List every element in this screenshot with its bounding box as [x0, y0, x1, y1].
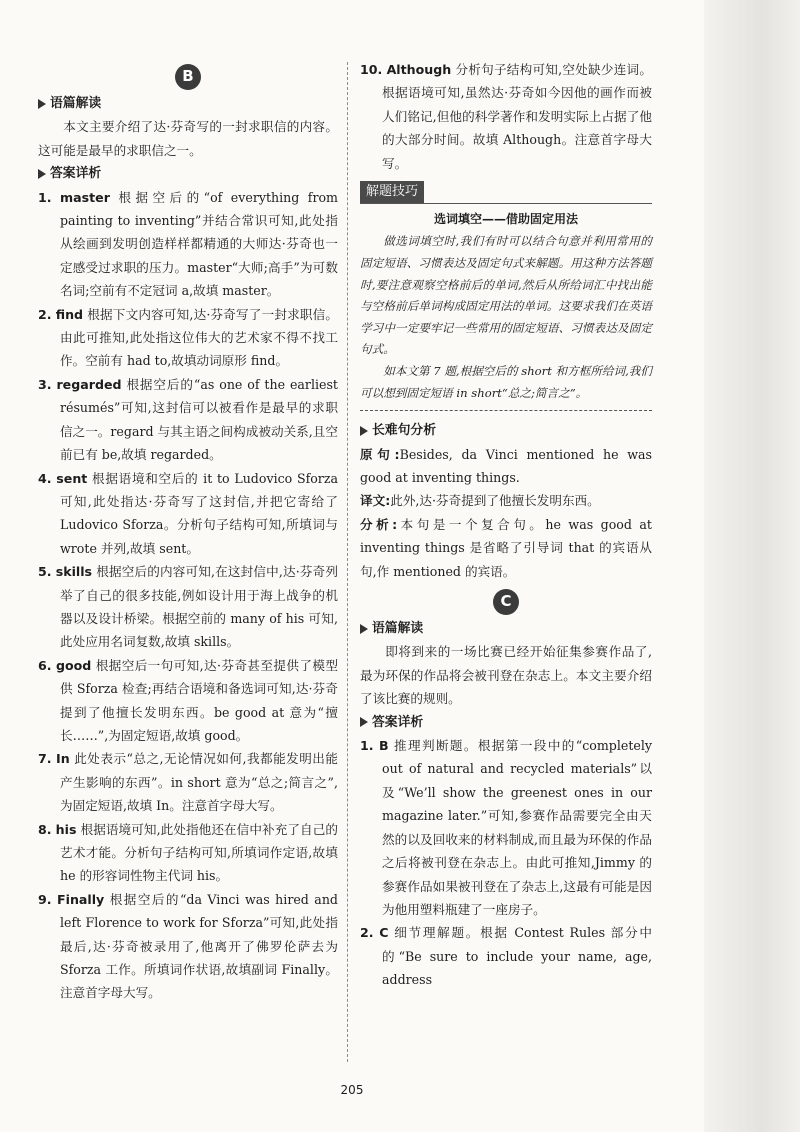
item-number: 4.	[38, 470, 52, 486]
item-explanation: 根据空后一句可知,达·芬奇甚至提供了模型供 Sforza 检查;再结合语境和备选词可知,达·芬奇提到了他擅长发明东西。be good at 意为“擅长……”,为固定短语,故填 good。	[60, 657, 338, 743]
answer-item-8	[38, 818, 338, 888]
item-answer: Although	[386, 62, 452, 77]
item-explanation: 根据语境和空后的 it to Ludovico Sforza 可知,此处指达·芬奇写了这封信,并把它寄给了 Ludovico Sforza。分析句子结构可知,所填词与 wrote 并列,故填 sent。	[60, 470, 338, 556]
c-answer-item-2	[360, 921, 652, 991]
triangle-icon	[360, 717, 368, 727]
item-number: 3.	[38, 376, 52, 392]
answer-item-9	[38, 888, 338, 1005]
item-number: 10.	[360, 62, 383, 77]
section-c-passage-heading	[360, 617, 652, 640]
triangle-icon	[360, 624, 368, 634]
item-number: 2.	[38, 306, 52, 322]
item-answer: regarded	[56, 376, 122, 392]
item-answer: Finally	[57, 891, 105, 907]
tip-title: 选词填空——借助固定用法	[433, 212, 578, 227]
tip-header-bar	[360, 181, 652, 204]
item-answer: C	[379, 925, 389, 941]
tip-body-2: 如本文第 7 题,根据空后的 short 和方框所给词,我们可以想到固定短语 in short“总之;简言之”。	[360, 364, 652, 400]
item-answer: sent	[56, 470, 88, 486]
section-b-passage-text: 本文主要介绍了达·芬奇写的一封求职信的内容。这可能是最早的求职信之一。	[38, 119, 338, 158]
item-number: 5.	[38, 564, 52, 580]
item-explanation: 分析句子结构可知,空处缺少连词。根据语境可知,虽然达·芬奇如今因他的画作而被人们铭记,但他的科学著作和发明实际上占据了他的大部分时间。故填 Although。注意首字母大写。	[382, 62, 652, 171]
section-b-passage-heading	[38, 92, 338, 115]
item-answer: his	[55, 821, 77, 837]
answer-item-10	[360, 58, 652, 175]
item-answer: find	[55, 306, 84, 322]
item-number: 1.	[360, 738, 374, 754]
right-column	[360, 58, 652, 992]
item-explanation: 此处表示“总之,无论情况如何,我都能发明出能产生影响的东西”。in short 意为“总之;简言之”,为固定短语,故填 In。注意首字母大写。	[60, 751, 338, 814]
page-number: 205	[340, 1083, 364, 1097]
tip-end-rule	[360, 410, 652, 411]
section-b-answers-heading	[38, 162, 338, 185]
original-text: Besides, da Vinci mentioned he was good at inventing things.	[360, 446, 652, 485]
heading-text: 语篇解读	[50, 96, 102, 111]
item-answer: skills	[55, 564, 93, 580]
column-divider	[347, 62, 348, 1062]
item-explanation: 根据空后的“da Vinci was hired and left Florence to work for Sforza”可知,此处指最后,达·芬奇被录用了,他离开了佛罗伦萨去为 Sforza 工作。所填词作状语,故填副词 Finally。注意首字母大写。	[60, 891, 338, 1001]
item-answer: good	[55, 657, 92, 673]
answer-item-4	[38, 467, 338, 561]
heading-text: 长难句分析	[372, 423, 436, 439]
answer-item-6	[38, 654, 338, 748]
section-c-passage-text: 即将到来的一场比赛已经开始征集参赛作品了,最为环保的作品将会被刊登在杂志上。本文主要介绍了该比赛的规则。	[360, 644, 652, 707]
analysis-text: 本句是一个复合句。he was good at inventing things 是省略了引导词 that 的宾语从句,作 mentioned 的宾语。	[360, 516, 652, 579]
original-sentence	[360, 443, 652, 490]
item-number: 2.	[360, 925, 374, 941]
tip-label: 解题技巧	[360, 181, 424, 203]
heading-text: 答案详析	[50, 166, 102, 182]
tip-body-1: 做选词填空时,我们有时可以结合句意并利用常用的固定短语、习惯表达及固定句式来解题。用这种方法答题时,要注意观察空格前后的单词,然后从所给词汇中找出能与空格前后单词构成固定用法的单词。这要求我们在英语学习中一定要牢记一些常用的固定短语、习惯表达及固定句式。	[360, 234, 652, 357]
section-c-badge: C	[493, 589, 519, 615]
answer-item-5	[38, 560, 338, 654]
item-answer: master	[60, 189, 110, 205]
item-explanation: 根据空后的“of everything from painting to inventing”并结合常识可知,此处指从绘画到发明创造样样都精通的大师达·芬奇也一定感受过求职的压力。master“大师;高手”为可数名词;空前有不定冠词 a,故填 master。	[60, 189, 338, 299]
item-number: 6.	[38, 657, 52, 673]
original-label: 原句:	[360, 446, 400, 462]
answer-item-1	[38, 186, 338, 303]
item-answer: In	[56, 751, 70, 767]
section-b-badge: B	[175, 64, 201, 90]
heading-text: 语篇解读	[372, 621, 424, 637]
translation-text: 此外,达·芬奇提到了他擅长发明东西。	[390, 493, 600, 509]
analysis-label: 分析:	[360, 516, 398, 532]
item-explanation: 根据空后的内容可知,在这封信中,达·芬奇列举了自己的很多技能,例如设计用于海上战争的机器以及设计桥梁。根据空前的 many of his 可知,此处应用名词复数,故填 skills。	[60, 564, 338, 650]
item-answer: B	[378, 738, 389, 754]
item-number: 7.	[38, 751, 52, 767]
heading-text: 答案详析	[372, 714, 424, 730]
item-number: 1.	[38, 189, 52, 205]
answer-item-2	[38, 303, 338, 373]
answer-item-3	[38, 373, 338, 467]
item-number: 9.	[38, 891, 52, 907]
item-explanation: 细节理解题。根据 Contest Rules 部分中的“Be sure to include your name, age, address	[382, 925, 652, 988]
triangle-icon	[360, 426, 368, 436]
item-explanation: 根据空后的“as one of the earliest résumés”可知,这封信可以被看作是最早的求职信之一。regard 与其主语之间构成被动关系,且空前已有 be,故填 regarded。	[60, 376, 338, 463]
translation	[360, 489, 652, 512]
item-explanation: 根据下文内容可知,达·芬奇写了一封求职信。由此可推知,此处指这位伟大的艺术家不得不找工作。空前有 had to,故填动词原形 find。	[60, 306, 338, 369]
triangle-icon	[38, 99, 46, 109]
item-explanation: 根据语境可知,此处指他还在信中补充了自己的艺术才能。分析句子结构可知,所填词作定语,故填 he 的形容词性物主代词 his。	[60, 821, 338, 884]
triangle-icon	[38, 169, 46, 179]
item-number: 8.	[38, 821, 52, 837]
section-c-answers-heading	[360, 711, 652, 734]
item-explanation: 推理判断题。根据第一段中的“completely out of natural and recycled materials”以及“We’ll show the greenest ones in our magazine later.”可知,参赛作品需要完全由天然的以及回收来的材料制成,而且最为环保的作品之后将被刊登在杂志上。由此可推知,Jimmy 的参赛作品如果被刊登在了杂志上,这最有可能是因为他用塑料瓶建了一座房子。	[382, 738, 652, 917]
c-answer-item-1	[360, 734, 652, 921]
answer-item-7	[38, 747, 338, 817]
long-sentence-heading	[360, 419, 652, 442]
left-column	[38, 58, 338, 1005]
translation-label: 译文:	[360, 493, 391, 509]
analysis	[360, 513, 652, 583]
